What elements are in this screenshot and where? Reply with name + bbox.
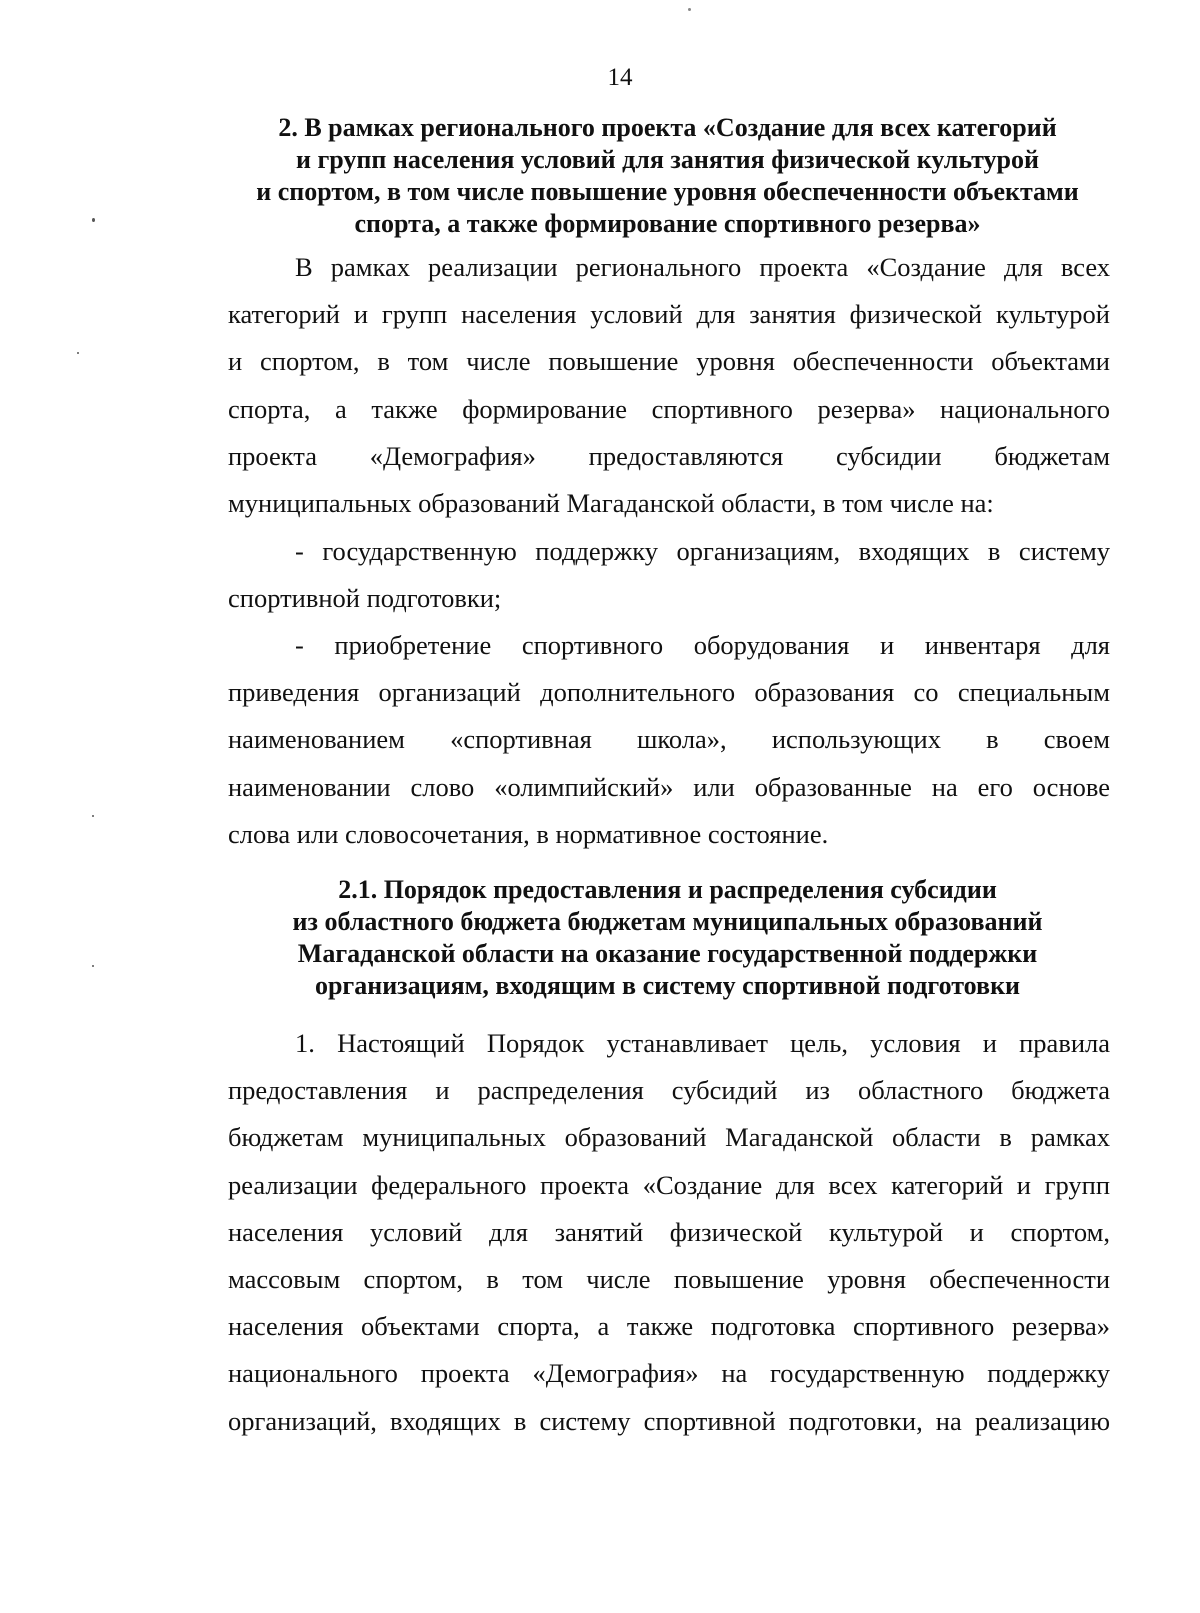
paragraph-line: спорта, а также формирование спортивного резерва» национального	[228, 393, 1110, 424]
paragraph-line: организаций, входящих в систему спортивной подготовки, на реализацию	[228, 1405, 1110, 1436]
paragraph-line: национального проекта «Демография» на государственную поддержку	[228, 1358, 1110, 1389]
scan-speck	[92, 815, 94, 817]
paragraph-line: 1. Настоящий Порядок устанавливает цель, условия и правила	[295, 1028, 1110, 1058]
heading-line: спорта, а также формирование спортивного резерва»	[354, 209, 981, 238]
section-2-heading	[215, 112, 1120, 240]
heading-line: организациям, входящим в систему спортивной подготовки	[314, 971, 1021, 1000]
paragraph-line: наименованием «спортивная школа», использующих в своем	[228, 724, 1110, 755]
paragraph-line: предоставления и распределения субсидий из областного бюджета	[228, 1075, 1110, 1106]
heading-line: из областного бюджета бюджетам муниципальных образований	[292, 907, 1043, 936]
section-2-1-heading	[215, 874, 1120, 1002]
heading-line: 2.1. Порядок предоставления и распределения субсидии	[338, 875, 997, 904]
heading-line: 2. В рамках регионального проекта «Создание для всех категорий	[278, 113, 1057, 142]
paragraph-line: наименовании слово «олимпийский» или образованные на его основе	[228, 771, 1110, 802]
paragraph-line: населения объектами спорта, а также подготовка спортивного резерва»	[228, 1311, 1110, 1342]
section-2-1-paragraph	[228, 1020, 1110, 1445]
heading-line: и спортом, в том числе повышение уровня обеспеченности объектами	[256, 177, 1079, 206]
paragraph-line: муниципальных образований Магаданской области, в том числе на:	[228, 487, 994, 518]
scan-speck	[92, 218, 95, 222]
paragraph-line: спортивной подготовки;	[228, 583, 502, 614]
paragraph-line: слова или словосочетания, в нормативное состояние.	[228, 818, 829, 849]
heading-line: и групп населения условий для занятия физической культурой	[296, 145, 1039, 174]
paragraph-line: категорий и групп населения условий для занятия физической культурой	[228, 299, 1110, 330]
section-2-paragraph	[228, 244, 1110, 527]
paragraph-line: В рамках реализации регионального проекта «Создание для всех	[295, 252, 1110, 282]
scan-speck	[688, 8, 691, 11]
bullet-item	[228, 528, 1110, 622]
paragraph-line: проекта «Демография» предоставляются субсидии бюджетам	[228, 440, 1110, 471]
scan-speck	[77, 352, 79, 354]
paragraph-line: населения условий для занятий физической культурой и спортом,	[228, 1216, 1110, 1247]
paragraph-line: - приобретение спортивного оборудования и инвентаря для	[295, 630, 1110, 660]
heading-line: Магаданской области на оказание государственной поддержки	[297, 939, 1038, 968]
paragraph-line: и спортом, в том числе повышение уровня обеспеченности объектами	[228, 346, 1110, 377]
paragraph-line: приведения организаций дополнительного образования со специальным	[228, 677, 1110, 708]
paragraph-line: реализации федерального проекта «Создание для всех категорий и групп	[228, 1169, 1110, 1200]
paragraph-line: бюджетам муниципальных образований Магаданской области в рамках	[228, 1122, 1110, 1153]
bullet-item	[228, 622, 1110, 858]
paragraph-line: - государственную поддержку организациям, входящих в систему	[295, 536, 1110, 566]
paragraph-line: массовым спортом, в том числе повышение уровня обеспеченности	[228, 1263, 1110, 1294]
scan-speck	[92, 965, 94, 967]
page-number: 14	[607, 64, 633, 91]
